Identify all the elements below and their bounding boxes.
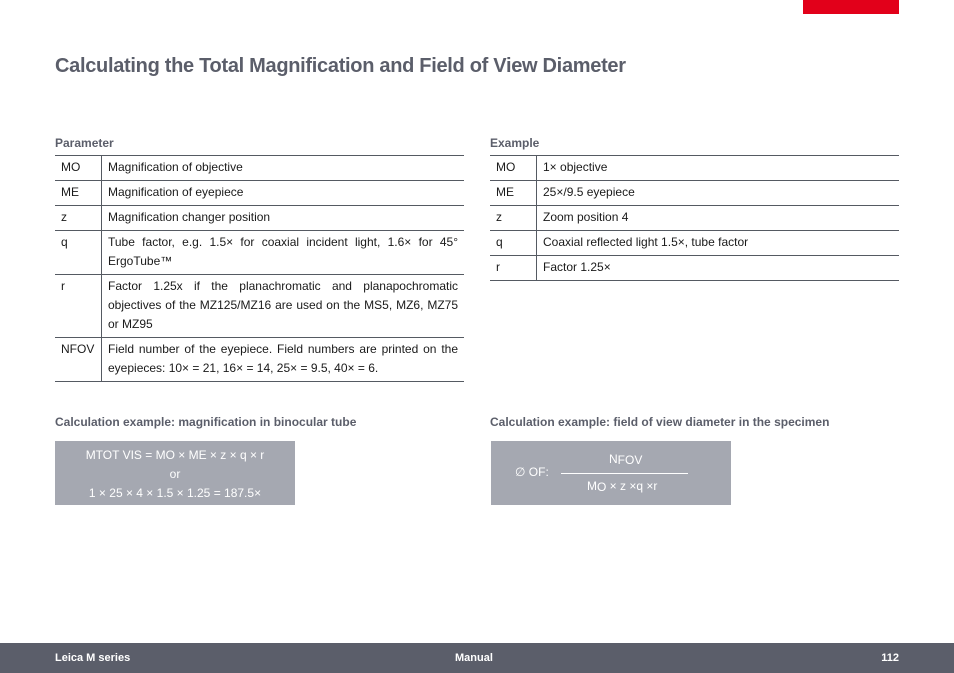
table-row xyxy=(490,156,899,181)
table-row xyxy=(55,231,464,275)
example-key: z xyxy=(490,206,537,231)
table-row xyxy=(55,338,464,382)
example-heading: Example xyxy=(490,136,540,150)
parameter-description: Magnification of objective xyxy=(102,156,465,181)
parameter-description: Magnification of eyepiece xyxy=(102,181,465,206)
parameter-description: Tube factor, e.g. 1.5× for coaxial incident light, 1.6× for 45° ErgoTube™ xyxy=(102,231,465,275)
magnification-calc-heading: Calculation example: magnification in binocular tube xyxy=(55,415,357,429)
fov-calc-heading: Calculation example: field of view diameter in the specimen xyxy=(490,415,830,429)
parameter-description: Factor 1.25x if the planachromatic and planapochromatic objectives of the MZ125/MZ16 are used on the MS5, MZ6, MZ75 or MZ95 xyxy=(102,275,465,338)
fraction-line xyxy=(561,473,688,474)
parameter-table xyxy=(55,155,464,382)
example-key: r xyxy=(490,256,537,281)
footer-product: Leica M series xyxy=(55,652,131,664)
table-row xyxy=(55,156,464,181)
example-table xyxy=(490,155,899,281)
table-row xyxy=(490,231,899,256)
example-key: q xyxy=(490,231,537,256)
example-key: MO xyxy=(490,156,537,181)
example-value: 25×/9.5 eyepiece xyxy=(537,181,900,206)
parameter-description: Field number of the eyepiece. Field numbers are printed on the eyepieces: 10× = 21, 16× = 14, 25× = 9.5, 40× = 6. xyxy=(102,338,465,382)
parameter-key: r xyxy=(55,275,102,338)
table-row xyxy=(490,181,899,206)
table-row xyxy=(55,275,464,338)
magnification-formula: MTOT VIS = MO × ME × z × q × r xyxy=(85,448,265,462)
example-key: ME xyxy=(490,181,537,206)
table-row xyxy=(55,181,464,206)
example-value: Coaxial reflected light 1.5×, tube factor xyxy=(537,231,900,256)
parameter-key: z xyxy=(55,206,102,231)
table-row xyxy=(490,206,899,231)
red-accent-tab xyxy=(803,0,899,14)
example-value: Zoom position 4 xyxy=(537,206,900,231)
page-footer xyxy=(0,643,954,673)
fov-numerator: $N_{FOV}$ xyxy=(609,452,643,467)
magnification-result: 1 × 25 × 4 × 1.5 × 1.25 = 187.5× xyxy=(88,486,262,500)
fov-label: ∅ OF: xyxy=(515,465,549,479)
magnification-formula-box xyxy=(55,441,295,505)
parameter-key: MO xyxy=(55,156,102,181)
parameter-key: q xyxy=(55,231,102,275)
example-value: 1× objective xyxy=(537,156,900,181)
fov-formula-box xyxy=(491,441,731,505)
page-title: Calculating the Total Magnification and Field of View Diameter xyxy=(55,55,626,77)
page-number: 112 xyxy=(881,652,899,664)
parameter-key: ME xyxy=(55,181,102,206)
table-row xyxy=(490,256,899,281)
table-row xyxy=(55,206,464,231)
parameter-key: NFOV xyxy=(55,338,102,382)
parameter-description: Magnification changer position xyxy=(102,206,465,231)
fov-denominator: $M_O \times z \times q \times r$ xyxy=(587,479,658,494)
footer-doc-type: Manual xyxy=(455,652,493,664)
parameter-heading: Parameter xyxy=(55,136,114,150)
example-value: Factor 1.25× xyxy=(537,256,900,281)
formula-or: or xyxy=(169,467,181,481)
